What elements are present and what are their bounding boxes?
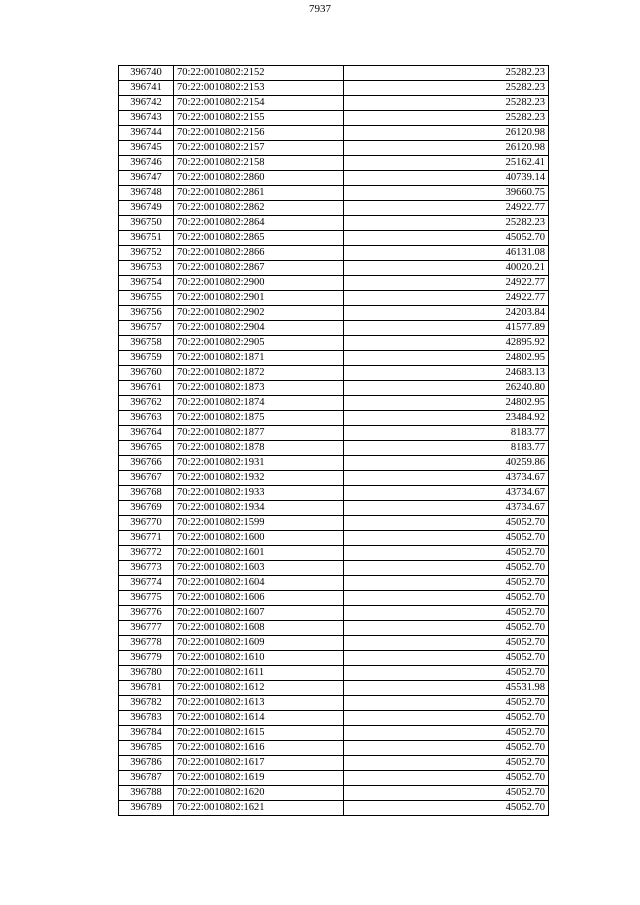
cadastral-number-cell: 70:22:0010802:1878 [174,441,344,456]
table-row [119,336,549,351]
cadastral-number-cell: 70:22:0010802:2900 [174,276,344,291]
cadastral-number-cell: 70:22:0010802:2157 [174,141,344,156]
row-number-cell: 396787 [119,771,174,786]
cadastral-number-cell: 70:22:0010802:1611 [174,666,344,681]
value-cell: 24802.95 [344,396,549,411]
table-row [119,591,549,606]
cadastral-number-cell: 70:22:0010802:1614 [174,711,344,726]
value-cell: 26120.98 [344,141,549,156]
table-row [119,561,549,576]
value-cell: 45052.70 [344,711,549,726]
value-cell: 45052.70 [344,771,549,786]
value-cell: 45531.98 [344,681,549,696]
value-cell: 45052.70 [344,756,549,771]
row-number-cell: 396781 [119,681,174,696]
table-row [119,171,549,186]
table-row [119,501,549,516]
value-cell: 45052.70 [344,726,549,741]
value-cell: 45052.70 [344,591,549,606]
cadastral-number-cell: 70:22:0010802:1601 [174,546,344,561]
cadastral-number-cell: 70:22:0010802:1610 [174,651,344,666]
table-row [119,696,549,711]
row-number-cell: 396746 [119,156,174,171]
row-number-cell: 396749 [119,201,174,216]
cadastral-number-cell: 70:22:0010802:2155 [174,111,344,126]
row-number-cell: 396778 [119,636,174,651]
row-number-cell: 396748 [119,186,174,201]
table-row [119,426,549,441]
cadastral-number-cell: 70:22:0010802:1874 [174,396,344,411]
table-row [119,81,549,96]
value-cell: 24203.84 [344,306,549,321]
value-cell: 39660.75 [344,186,549,201]
cadastral-number-cell: 70:22:0010802:1621 [174,801,344,816]
value-cell: 25282.23 [344,66,549,81]
row-number-cell: 396769 [119,501,174,516]
table-row [119,456,549,471]
table-row [119,441,549,456]
value-cell: 45052.70 [344,531,549,546]
value-cell: 24922.77 [344,291,549,306]
table-row [119,351,549,366]
cadastral-number-cell: 70:22:0010802:2902 [174,306,344,321]
value-cell: 45052.70 [344,666,549,681]
row-number-cell: 396759 [119,351,174,366]
row-number-cell: 396772 [119,546,174,561]
value-cell: 26120.98 [344,126,549,141]
table-row [119,486,549,501]
value-cell: 25282.23 [344,81,549,96]
table-row [119,96,549,111]
row-number-cell: 396753 [119,261,174,276]
cadastral-number-cell: 70:22:0010802:2867 [174,261,344,276]
value-cell: 40020.21 [344,261,549,276]
table-row [119,201,549,216]
value-cell: 45052.70 [344,651,549,666]
table-row [119,111,549,126]
cadastral-number-cell: 70:22:0010802:1871 [174,351,344,366]
value-cell: 43734.67 [344,501,549,516]
value-cell: 42895.92 [344,336,549,351]
cadastral-number-cell: 70:22:0010802:1931 [174,456,344,471]
row-number-cell: 396741 [119,81,174,96]
cadastral-number-cell: 70:22:0010802:2862 [174,201,344,216]
table-row [119,531,549,546]
cadastral-number-cell: 70:22:0010802:1617 [174,756,344,771]
row-number-cell: 396776 [119,606,174,621]
value-cell: 41577.89 [344,321,549,336]
row-number-cell: 396740 [119,66,174,81]
cadastral-number-cell: 70:22:0010802:1933 [174,486,344,501]
table-row [119,651,549,666]
value-cell: 25282.23 [344,111,549,126]
value-cell: 45052.70 [344,696,549,711]
table-row [119,741,549,756]
value-cell: 45052.70 [344,801,549,816]
cadastral-number-cell: 70:22:0010802:1604 [174,576,344,591]
cadastral-number-cell: 70:22:0010802:1599 [174,516,344,531]
value-cell: 8183.77 [344,426,549,441]
value-cell: 43734.67 [344,471,549,486]
cadastral-number-cell: 70:22:0010802:1603 [174,561,344,576]
cadastral-number-cell: 70:22:0010802:2864 [174,216,344,231]
value-cell: 25162.41 [344,156,549,171]
table-row [119,636,549,651]
cadastral-number-cell: 70:22:0010802:1612 [174,681,344,696]
table-row [119,606,549,621]
value-cell: 45052.70 [344,606,549,621]
cadastral-number-cell: 70:22:0010802:2865 [174,231,344,246]
row-number-cell: 396751 [119,231,174,246]
table-row [119,771,549,786]
cadastral-number-cell: 70:22:0010802:1616 [174,741,344,756]
table-row [119,516,549,531]
table-row [119,711,549,726]
row-number-cell: 396767 [119,471,174,486]
row-number-cell: 396785 [119,741,174,756]
row-number-cell: 396762 [119,396,174,411]
value-cell: 45052.70 [344,786,549,801]
value-cell: 43734.67 [344,486,549,501]
row-number-cell: 396754 [119,276,174,291]
cadastral-number-cell: 70:22:0010802:2861 [174,186,344,201]
row-number-cell: 396765 [119,441,174,456]
registry-table-body [119,66,549,816]
table-row [119,381,549,396]
table-row [119,726,549,741]
value-cell: 45052.70 [344,621,549,636]
row-number-cell: 396782 [119,696,174,711]
value-cell: 24922.77 [344,201,549,216]
table-row [119,261,549,276]
cadastral-number-cell: 70:22:0010802:2154 [174,96,344,111]
value-cell: 45052.70 [344,231,549,246]
value-cell: 45052.70 [344,741,549,756]
table-row [119,801,549,816]
row-number-cell: 396757 [119,321,174,336]
value-cell: 45052.70 [344,576,549,591]
row-number-cell: 396747 [119,171,174,186]
cadastral-number-cell: 70:22:0010802:1620 [174,786,344,801]
table-row [119,66,549,81]
cadastral-number-cell: 70:22:0010802:1609 [174,636,344,651]
table-row [119,321,549,336]
table-row [119,186,549,201]
row-number-cell: 396761 [119,381,174,396]
table-row [119,231,549,246]
value-cell: 46131.08 [344,246,549,261]
row-number-cell: 396774 [119,576,174,591]
cadastral-number-cell: 70:22:0010802:1607 [174,606,344,621]
table-row [119,546,549,561]
row-number-cell: 396780 [119,666,174,681]
value-cell: 8183.77 [344,441,549,456]
table-row [119,666,549,681]
table-row [119,471,549,486]
row-number-cell: 396756 [119,306,174,321]
row-number-cell: 396773 [119,561,174,576]
row-number-cell: 396766 [119,456,174,471]
cadastral-number-cell: 70:22:0010802:1934 [174,501,344,516]
cadastral-number-cell: 70:22:0010802:1608 [174,621,344,636]
value-cell: 45052.70 [344,636,549,651]
table-row [119,291,549,306]
value-cell: 24802.95 [344,351,549,366]
row-number-cell: 396758 [119,336,174,351]
row-number-cell: 396770 [119,516,174,531]
cadastral-number-cell: 70:22:0010802:1619 [174,771,344,786]
cadastral-number-cell: 70:22:0010802:1615 [174,726,344,741]
row-number-cell: 396745 [119,141,174,156]
row-number-cell: 396763 [119,411,174,426]
row-number-cell: 396742 [119,96,174,111]
value-cell: 45052.70 [344,516,549,531]
cadastral-number-cell: 70:22:0010802:1600 [174,531,344,546]
registry-table [118,65,549,816]
value-cell: 45052.70 [344,546,549,561]
row-number-cell: 396760 [119,366,174,381]
row-number-cell: 396784 [119,726,174,741]
table-row [119,621,549,636]
cadastral-number-cell: 70:22:0010802:1932 [174,471,344,486]
cadastral-number-cell: 70:22:0010802:2901 [174,291,344,306]
table-row [119,366,549,381]
value-cell: 40259.86 [344,456,549,471]
table-row [119,306,549,321]
row-number-cell: 396768 [119,486,174,501]
page-number: 7937 [309,3,331,15]
row-number-cell: 396750 [119,216,174,231]
cadastral-number-cell: 70:22:0010802:2904 [174,321,344,336]
row-number-cell: 396779 [119,651,174,666]
row-number-cell: 396788 [119,786,174,801]
row-number-cell: 396752 [119,246,174,261]
row-number-cell: 396789 [119,801,174,816]
cadastral-number-cell: 70:22:0010802:1872 [174,366,344,381]
row-number-cell: 396777 [119,621,174,636]
table-row [119,396,549,411]
row-number-cell: 396786 [119,756,174,771]
table-row [119,681,549,696]
value-cell: 25282.23 [344,216,549,231]
value-cell: 24922.77 [344,276,549,291]
row-number-cell: 396744 [119,126,174,141]
table-row [119,411,549,426]
cadastral-number-cell: 70:22:0010802:1873 [174,381,344,396]
cadastral-number-cell: 70:22:0010802:2156 [174,126,344,141]
row-number-cell: 396783 [119,711,174,726]
value-cell: 23484.92 [344,411,549,426]
cadastral-number-cell: 70:22:0010802:2152 [174,66,344,81]
row-number-cell: 396764 [119,426,174,441]
row-number-cell: 396743 [119,111,174,126]
table-row [119,576,549,591]
cadastral-number-cell: 70:22:0010802:1613 [174,696,344,711]
table-row [119,276,549,291]
value-cell: 26240.80 [344,381,549,396]
value-cell: 40739.14 [344,171,549,186]
cadastral-number-cell: 70:22:0010802:2153 [174,81,344,96]
table-row [119,786,549,801]
row-number-cell: 396755 [119,291,174,306]
table-row [119,246,549,261]
value-cell: 24683.13 [344,366,549,381]
table-row [119,756,549,771]
cadastral-number-cell: 70:22:0010802:2905 [174,336,344,351]
table-row [119,141,549,156]
cadastral-number-cell: 70:22:0010802:1875 [174,411,344,426]
table-row [119,156,549,171]
cadastral-number-cell: 70:22:0010802:2158 [174,156,344,171]
table-row [119,216,549,231]
value-cell: 25282.23 [344,96,549,111]
cadastral-number-cell: 70:22:0010802:1877 [174,426,344,441]
table-row [119,126,549,141]
cadastral-number-cell: 70:22:0010802:1606 [174,591,344,606]
row-number-cell: 396775 [119,591,174,606]
value-cell: 45052.70 [344,561,549,576]
cadastral-number-cell: 70:22:0010802:2860 [174,171,344,186]
row-number-cell: 396771 [119,531,174,546]
cadastral-number-cell: 70:22:0010802:2866 [174,246,344,261]
